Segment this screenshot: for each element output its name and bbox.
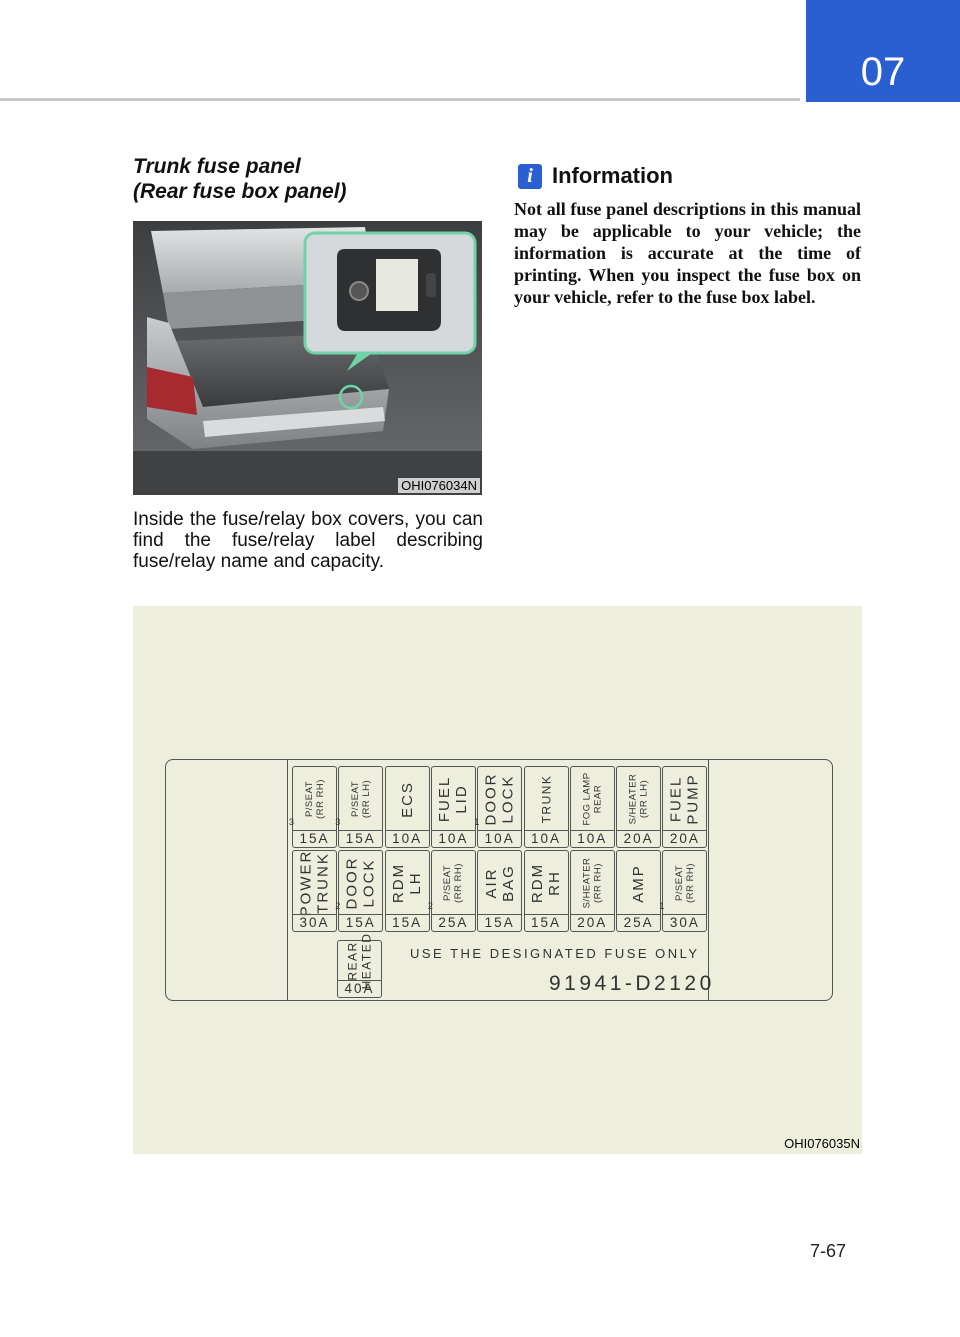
fuse-rating: 30A	[663, 914, 706, 931]
fuse-name-box	[293, 851, 336, 915]
section-title	[133, 154, 493, 204]
fuse-rating: 15A	[339, 914, 382, 931]
fuse-name-box	[571, 767, 614, 831]
fuse-rating: 10A	[571, 830, 614, 847]
body-paragraph: Inside the fuse/relay box covers, you can find the fuse/relay label describing fuse/relay name and capacity.	[133, 509, 483, 572]
fuse-name-box	[339, 851, 382, 915]
fuse-group-mark: 3	[289, 817, 295, 827]
header-rule	[0, 98, 800, 101]
fuse-rating: 25A	[617, 914, 660, 931]
trunk-photo	[133, 221, 482, 495]
fuse-rating: 40A	[338, 980, 381, 997]
fuse-usage-note: USE THE DESIGNATED FUSE ONLY	[410, 946, 700, 961]
fuse-rating: 15A	[525, 914, 568, 931]
info-icon: i	[518, 164, 542, 189]
fuse-board	[165, 759, 833, 1001]
fuse-group-mark: 3	[335, 817, 341, 827]
fuse-name: FOG LAMP REAR	[581, 772, 604, 826]
fuse-name: DOOR LOCK	[482, 772, 517, 826]
fuse-top-1	[289, 766, 337, 848]
fuse-name: TRUNK	[539, 774, 553, 824]
fuse-bottom-4	[427, 850, 476, 932]
fuse-top-2	[335, 766, 383, 848]
fuse-rating: 15A	[339, 830, 382, 847]
diagram-code: OHI076035N	[784, 1136, 860, 1151]
fuse-name: AIR BAG	[482, 864, 517, 902]
fuse-group-mark: 1	[659, 901, 665, 911]
information-heading	[518, 162, 673, 190]
fuse-rating: 25A	[432, 914, 475, 931]
fuse-name: RDM LH	[390, 862, 425, 904]
fuse-name-box	[432, 851, 475, 915]
fuse-top-3	[385, 766, 430, 848]
fuse-top-8	[616, 766, 661, 848]
trunk-illustration	[133, 221, 482, 495]
fuse-label-sticker	[376, 259, 418, 311]
fuse-top-5	[474, 766, 522, 848]
fuse-group-mark: 2	[427, 901, 433, 911]
fuse-name: AMP	[630, 863, 648, 903]
fuse-name-box	[617, 851, 660, 915]
fuse-name-box	[663, 851, 706, 915]
fuse-top-7	[570, 766, 615, 848]
part-number: 91941-D2120	[549, 972, 715, 995]
fuse-rating: 10A	[386, 830, 429, 847]
fuse-bottom-9	[659, 850, 707, 932]
cover-hinge	[426, 273, 436, 297]
fuse-name-box	[525, 851, 568, 915]
fuse-name: FUEL PUMP	[667, 773, 702, 825]
fuse-diagram-panel	[133, 606, 862, 1154]
relay-rear-heated	[337, 932, 382, 998]
fuse-name: S/HEATER (RR RH)	[581, 857, 604, 909]
fuse-name: P/SEAT (RR RH)	[442, 863, 465, 903]
fuse-group-mark: 1	[474, 817, 480, 827]
section-title-line-1: Trunk fuse panel	[133, 155, 301, 178]
chapter-tab: 07	[806, 0, 960, 102]
fuse-name: REAR HEATED	[345, 932, 374, 990]
section-title-line-2: (Rear fuse box panel)	[133, 180, 347, 203]
page-number: 7-67	[810, 1241, 847, 1261]
fuse-name-box	[339, 767, 382, 831]
fuse-name: DOOR LOCK	[343, 856, 378, 910]
fuse-rating: 10A	[525, 830, 568, 847]
fuse-rating: 10A	[478, 830, 521, 847]
fuse-rating: 20A	[571, 914, 614, 931]
fuse-rating: 10A	[432, 830, 475, 847]
fuse-group-mark: 2	[335, 901, 341, 911]
fuse-rating: 20A	[617, 830, 660, 847]
fuse-rating: 15A	[293, 830, 336, 847]
fuse-bottom-3	[385, 850, 430, 932]
information-title: Information	[552, 163, 673, 188]
fuse-bottom-6	[524, 850, 569, 932]
fuse-rating: 15A	[386, 914, 429, 931]
cover-latch	[350, 282, 368, 300]
fuse-rating: 15A	[478, 914, 521, 931]
information-text: Not all fuse panel descriptions in this manual may be applicable to your vehicle; the information is accurate at the time of printing. When you inspect the fuse box on your vehicle, refer to the fuse box label.	[514, 199, 861, 307]
fuse-name-box	[525, 767, 568, 831]
fuse-name: ECS	[398, 780, 416, 818]
fuse-bottom-2	[335, 850, 383, 932]
fuse-name-box	[617, 767, 660, 831]
fuse-top-6	[524, 766, 569, 848]
photo-code: OHI076034N	[398, 478, 480, 493]
fuse-bottom-8	[616, 850, 661, 932]
fuse-bottom-5	[477, 850, 522, 932]
fuse-rating: 20A	[663, 830, 706, 847]
fuse-name-box	[663, 767, 706, 831]
fuse-top-9	[662, 766, 707, 848]
fuse-name: P/SEAT (RR RH)	[673, 863, 696, 903]
fuse-name: RDM RH	[528, 862, 563, 904]
fuse-name-box	[478, 767, 521, 831]
fuse-name: P/SEAT (RR LH)	[349, 779, 372, 819]
fuse-bottom-1	[292, 850, 337, 932]
fuse-name: FUEL LID	[436, 775, 471, 823]
fuse-name-box	[386, 767, 429, 831]
fuse-name: POWER TRUNK	[297, 849, 332, 917]
fuse-name-box	[432, 767, 475, 831]
fuse-name: P/SEAT (RR RH)	[303, 779, 326, 819]
fuse-name-box	[571, 851, 614, 915]
fuse-name-box	[293, 767, 336, 831]
fuse-bottom-7	[570, 850, 615, 932]
fuse-top-4	[431, 766, 476, 848]
fuse-name: S/HEATER (RR LH)	[627, 773, 650, 825]
fuse-rating: 30A	[293, 914, 336, 931]
fuse-name-box	[478, 851, 521, 915]
fuse-area	[287, 760, 709, 1000]
fuse-name-box	[386, 851, 429, 915]
